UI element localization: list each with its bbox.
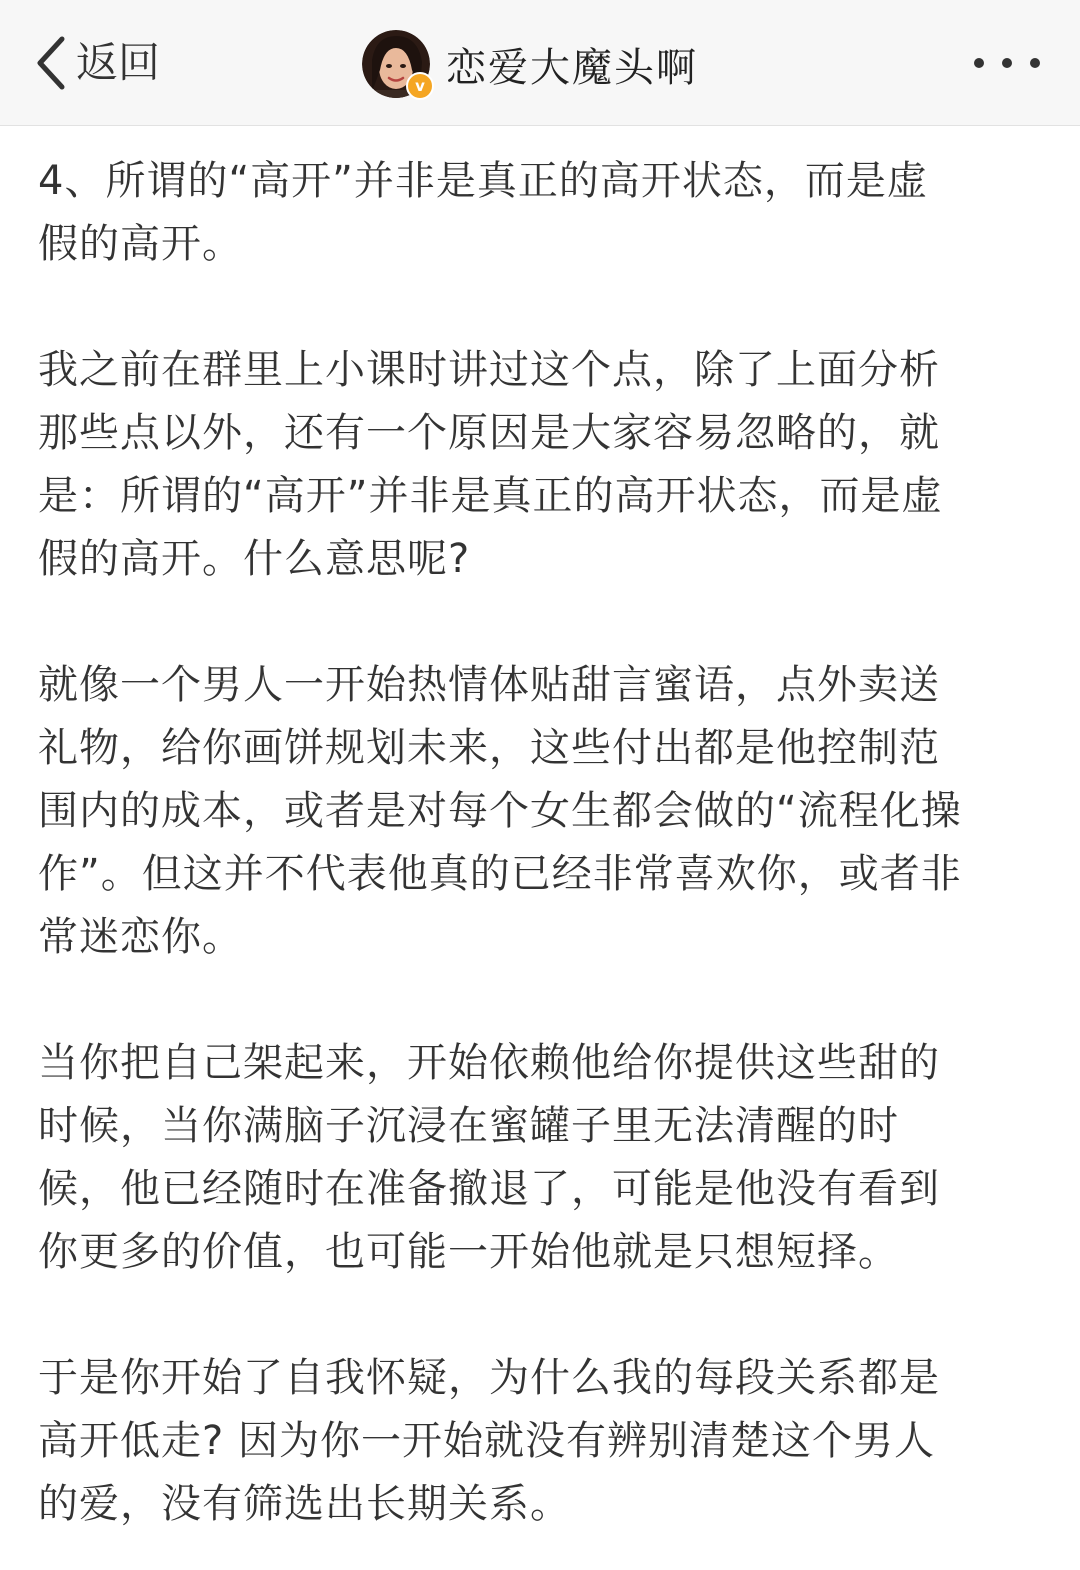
- chevron-left-icon: [30, 33, 72, 93]
- more-options-button[interactable]: [974, 50, 1040, 76]
- post-content: [38, 150, 1048, 1536]
- account-name[interactable]: 恋爱大魔头啊: [446, 44, 698, 91]
- post-paragraph: 当你把自己架起来，开始依赖他给你提供这些甜的 时候，当你满脑子沉浸在蜜罐子里无法清醒的时 候，他已经随时在准备撤退了，可能是他没有看到 你更多的价值，也可能一开始他就是只想短择。: [38, 1040, 940, 1275]
- avatar[interactable]: [362, 30, 430, 98]
- more-dots-icon: [1030, 58, 1040, 68]
- more-dots-icon: [974, 58, 984, 68]
- back-label: 返回: [76, 38, 161, 87]
- post-paragraph: 就像一个男人一开始热情体贴甜言蜜语，点外卖送 礼物，给你画饼规划未来，这些付出都是他控制范 围内的成本，或者是对每个女生都会做的“流程化操 作”。但这并不代表他真的已经非常喜欢你，或者非 常迷恋你。: [38, 662, 962, 960]
- top-nav-bar: [0, 0, 1080, 126]
- post-paragraph: 我之前在群里上小课时讲过这个点，除了上面分析 那些点以外，还有一个原因是大家容易忽略的，就 是：所谓的“高开”并非是真正的高开状态，而是虚 假的高开。什么意思呢?: [38, 347, 943, 582]
- post-paragraph: 4、所谓的“高开”并非是真正的高开状态，而是虚 假的高开。: [38, 158, 928, 267]
- back-button[interactable]: [30, 30, 160, 96]
- account-header[interactable]: [362, 29, 698, 99]
- verified-badge-icon: v: [406, 72, 434, 100]
- more-dots-icon: [1002, 58, 1012, 68]
- post-paragraph: 于是你开始了自我怀疑，为什么我的每段关系都是 高开低走? 因为你一开始就没有辨别清楚这个男人 的爱，没有筛选出长期关系。: [38, 1355, 940, 1527]
